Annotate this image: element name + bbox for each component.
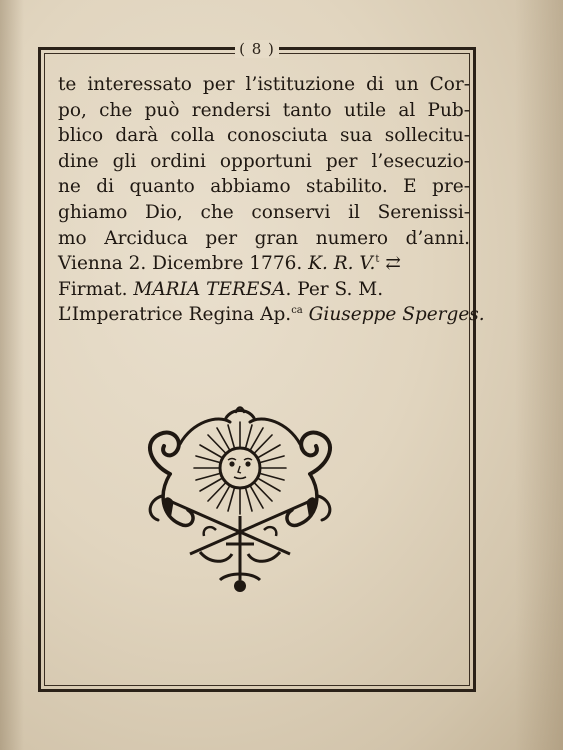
- sun-face-with-trumpets-ornament-icon: [140, 404, 340, 600]
- text-line-4: dine gli ordini opportuni per l’esecuzio-: [58, 150, 470, 172]
- text-line-7: mo Arciduca per gran numero d’anni.: [58, 227, 470, 249]
- text-line-6: ghiamo Dio, che conservi il Serenissi-: [58, 201, 470, 223]
- text-line-10: [58, 302, 485, 328]
- empress-title: L’Imperatrice Regina Ap.: [58, 304, 292, 326]
- secretary-name: Giuseppe Sperges.: [308, 304, 485, 326]
- krv-superscript: t: [375, 254, 380, 265]
- double-arrow-mark: ⇄: [385, 253, 401, 275]
- date-text: Vienna 2. Dicembre 1776.: [58, 253, 303, 275]
- per-sm-text: . Per S. M.: [285, 278, 384, 300]
- title-superscript: ca: [291, 305, 303, 317]
- text-line-5: ne di quanto abbiamo stabilito. E pre-: [58, 176, 470, 198]
- page-number-text: ( 8 ): [235, 40, 279, 58]
- body-text: [58, 72, 485, 328]
- krv-text: K. R. V.: [308, 253, 376, 275]
- text-line-9: [58, 277, 470, 303]
- firmat-text: Firmat.: [58, 278, 128, 300]
- signatory-name: MARIA TERESA: [133, 278, 286, 300]
- page-number: [0, 40, 514, 58]
- page-gutter-shadow: [0, 0, 24, 750]
- page-edge-shadow: [515, 0, 563, 750]
- text-line-8: [58, 251, 470, 277]
- text-line-3: blico darà colla conosciuta sua sollecitu-: [58, 125, 470, 147]
- text-line-2: po, che può rendersi tanto utile al Pub-: [58, 99, 470, 121]
- text-line-1: te interessato per l’istituzione di un Cor-: [58, 74, 470, 95]
